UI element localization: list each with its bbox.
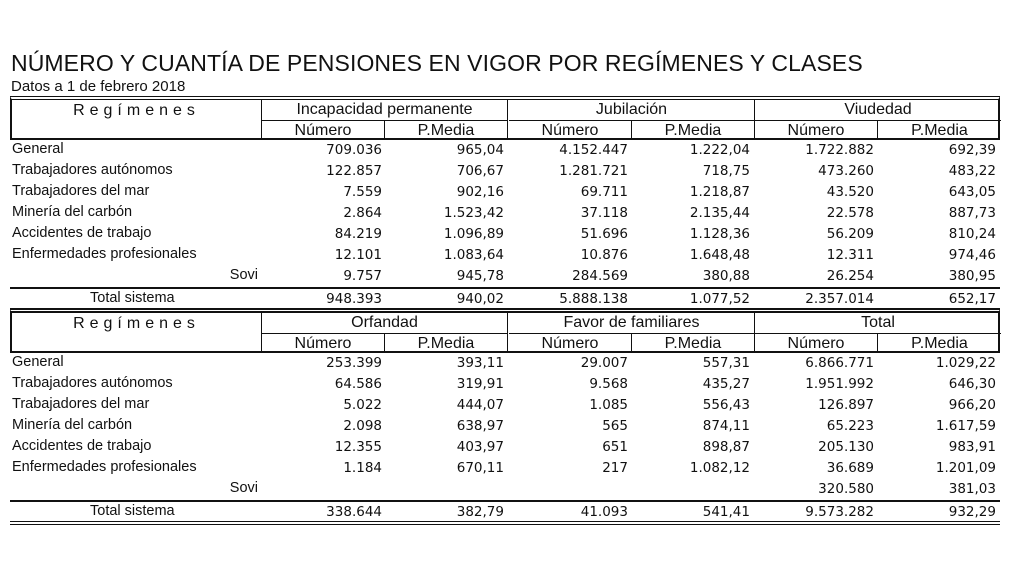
pmedia-header: P.Media (417, 335, 475, 352)
numero-header: Número (509, 121, 632, 140)
cell-value: 37.118 (580, 205, 628, 221)
cell-value: 41.093 (580, 504, 628, 520)
cell-value: 1.029,22 (935, 355, 996, 371)
group-header (509, 313, 755, 351)
group-name: Viudedad (755, 100, 1001, 121)
row-label: Accidentes de trabajo (12, 438, 152, 454)
group-name: Jubilación (509, 100, 754, 121)
pensions-table-1 (10, 96, 1000, 312)
row-label: Sovi (229, 267, 258, 283)
table-row (10, 395, 1000, 416)
cell-value: 692,39 (948, 142, 996, 158)
pmedia-header: P.Media (664, 122, 722, 139)
cell-value: 810,24 (948, 226, 996, 242)
pmedia-header: P.Media (911, 335, 968, 352)
cell-value: 556,43 (702, 397, 750, 413)
cell-value: 435,27 (702, 376, 750, 392)
regimenes-header: Regímenes (12, 313, 262, 351)
cell-value: 43.520 (826, 184, 874, 200)
row-label: Minería del carbón (12, 417, 133, 433)
cell-value: 10.876 (580, 247, 628, 263)
cell-value: 12.101 (334, 247, 382, 263)
cell-value: 69.711 (580, 184, 628, 200)
cell-value: 2.098 (343, 418, 382, 434)
cell-value: 12.355 (334, 439, 382, 455)
row-label: Total sistema (90, 503, 175, 519)
numero-header: Número (262, 334, 385, 353)
cell-value: 26.254 (826, 268, 874, 284)
cell-value: 638,97 (456, 418, 504, 434)
pmedia-header: P.Media (664, 335, 722, 352)
row-label: Trabajadores del mar (12, 396, 150, 412)
cell-value: 380,88 (702, 268, 750, 284)
cell-value: 1.096,89 (443, 226, 504, 242)
table-row (10, 437, 1000, 458)
table-row (10, 140, 1000, 161)
row-label: Minería del carbón (12, 204, 133, 220)
cell-value: 646,30 (948, 376, 996, 392)
cell-value: 217 (602, 460, 628, 476)
group-name: Favor de familiares (509, 313, 754, 334)
cell-value: 36.689 (826, 460, 874, 476)
table-row (10, 479, 1000, 502)
pmedia-header: P.Media (911, 122, 968, 139)
cell-value: 7.559 (343, 184, 382, 200)
cell-value: 4.152.447 (559, 142, 628, 158)
row-label: Enfermedades profesionales (12, 459, 197, 475)
table-row (10, 161, 1000, 182)
cell-value: 1.083,64 (443, 247, 504, 263)
table-row (10, 502, 1000, 525)
cell-value: 2.135,44 (689, 205, 750, 221)
cell-value: 338.644 (326, 504, 382, 520)
cell-value: 1.648,48 (689, 247, 750, 263)
pensions-table-2 (10, 309, 1000, 525)
cell-value: 1.523,42 (443, 205, 504, 221)
numero-header: Número (262, 121, 385, 140)
cell-value: 320.580 (818, 481, 874, 497)
cell-value: 393,11 (456, 355, 504, 371)
group-header (262, 313, 508, 351)
cell-value: 966,20 (948, 397, 996, 413)
row-label: Enfermedades profesionales (12, 246, 197, 262)
cell-value: 6.866.771 (805, 355, 874, 371)
cell-value: 557,31 (702, 355, 750, 371)
group-name: Total (755, 313, 1001, 334)
cell-value: 284.569 (572, 268, 628, 284)
row-label: Accidentes de trabajo (12, 225, 152, 241)
row-label: Trabajadores del mar (12, 183, 150, 199)
table-row (10, 182, 1000, 203)
cell-value: 652,17 (948, 291, 996, 307)
cell-value: 380,95 (948, 268, 996, 284)
date-subtitle: Datos a 1 de febrero 2018 (11, 78, 186, 95)
cell-value: 319,91 (456, 376, 504, 392)
row-label: General (12, 141, 64, 157)
group-header (509, 100, 755, 138)
cell-value: 65.223 (826, 418, 874, 434)
cell-value: 9.568 (589, 376, 628, 392)
cell-value: 1.082,12 (689, 460, 750, 476)
cell-value: 64.586 (334, 376, 382, 392)
cell-value: 1.218,87 (689, 184, 750, 200)
cell-value: 9.757 (343, 268, 382, 284)
cell-value: 709.036 (326, 142, 382, 158)
cell-value: 948.393 (326, 291, 382, 307)
cell-value: 670,11 (456, 460, 504, 476)
group-header (755, 100, 1001, 138)
table-row (10, 374, 1000, 395)
cell-value: 565 (602, 418, 628, 434)
group-name: Incapacidad permanente (262, 100, 507, 121)
cell-value: 1.617,59 (935, 418, 996, 434)
cell-value: 122.857 (326, 163, 382, 179)
pmedia-header: P.Media (417, 122, 475, 139)
cell-value: 5.888.138 (559, 291, 628, 307)
cell-value: 1.722.882 (805, 142, 874, 158)
table-row (10, 416, 1000, 437)
table-row (10, 203, 1000, 224)
cell-value: 483,22 (948, 163, 996, 179)
cell-value: 1.184 (343, 460, 382, 476)
cell-value: 1.128,36 (689, 226, 750, 242)
cell-value: 983,91 (948, 439, 996, 455)
cell-value: 541,41 (702, 504, 750, 520)
cell-value: 56.209 (826, 226, 874, 242)
cell-value: 253.399 (326, 355, 382, 371)
page-title: NÚMERO Y CUANTÍA DE PENSIONES EN VIGOR POR REGÍMENES Y CLASES (11, 50, 863, 76)
cell-value: 874,11 (702, 418, 750, 434)
cell-value: 473.260 (818, 163, 874, 179)
table-row (10, 353, 1000, 374)
cell-value: 965,04 (456, 142, 504, 158)
cell-value: 932,29 (948, 504, 996, 520)
cell-value: 5.022 (343, 397, 382, 413)
cell-value: 84.219 (334, 226, 382, 242)
cell-value: 643,05 (948, 184, 996, 200)
numero-header: Número (755, 334, 878, 353)
row-label: Sovi (229, 480, 258, 496)
cell-value: 706,67 (456, 163, 504, 179)
cell-value: 381,03 (948, 481, 996, 497)
cell-value: 22.578 (826, 205, 874, 221)
numero-header: Número (509, 334, 632, 353)
group-header (262, 100, 508, 138)
table-row (10, 458, 1000, 479)
numero-header: Número (755, 121, 878, 140)
row-label: Trabajadores autónomos (12, 375, 173, 391)
cell-value: 651 (602, 439, 628, 455)
cell-value: 902,16 (456, 184, 504, 200)
cell-value: 403,97 (456, 439, 504, 455)
row-label: General (12, 354, 64, 370)
group-name: Orfandad (262, 313, 507, 334)
cell-value: 1.281.721 (559, 163, 628, 179)
row-label: Total sistema (90, 290, 175, 306)
cell-value: 887,73 (948, 205, 996, 221)
cell-value: 898,87 (702, 439, 750, 455)
table-header (10, 309, 1000, 353)
cell-value: 1.951.992 (805, 376, 874, 392)
cell-value: 1.222,04 (689, 142, 750, 158)
cell-value: 945,78 (456, 268, 504, 284)
cell-value: 974,46 (948, 247, 996, 263)
regimenes-header: Regímenes (12, 100, 262, 138)
table-row (10, 266, 1000, 289)
row-label: Trabajadores autónomos (12, 162, 173, 178)
table-header (10, 96, 1000, 140)
cell-value: 126.897 (818, 397, 874, 413)
group-header (755, 313, 1001, 351)
table-row (10, 245, 1000, 266)
cell-value: 29.007 (580, 355, 628, 371)
cell-value: 1.201,09 (935, 460, 996, 476)
cell-value: 2.864 (343, 205, 382, 221)
cell-value: 1.077,52 (689, 291, 750, 307)
cell-value: 9.573.282 (805, 504, 874, 520)
cell-value: 205.130 (818, 439, 874, 455)
cell-value: 51.696 (580, 226, 628, 242)
cell-value: 444,07 (456, 397, 504, 413)
cell-value: 1.085 (589, 397, 628, 413)
table-row (10, 224, 1000, 245)
cell-value: 718,75 (702, 163, 750, 179)
cell-value: 12.311 (826, 247, 874, 263)
cell-value: 940,02 (456, 291, 504, 307)
cell-value: 382,79 (456, 504, 504, 520)
cell-value: 2.357.014 (805, 291, 874, 307)
